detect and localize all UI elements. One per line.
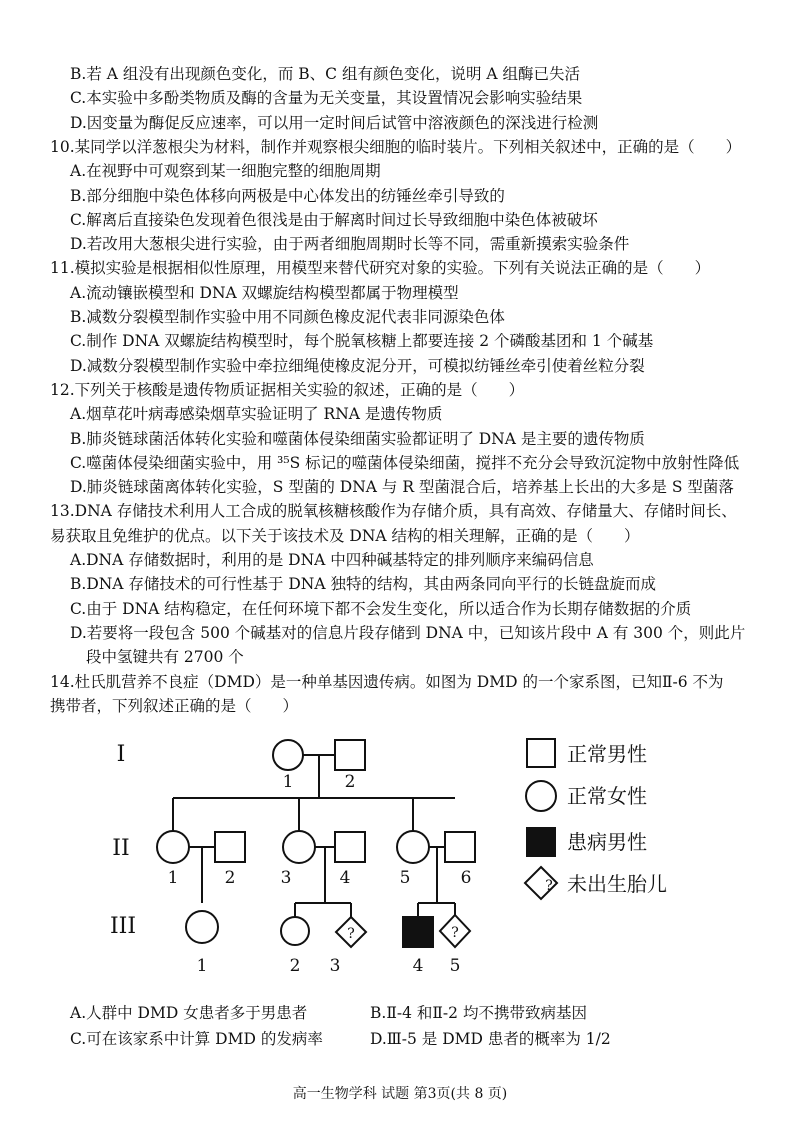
option-line: 段中氢键共有 2700 个 [86,648,244,667]
option-line: D.因变量为酶促反应速率，可以用一定时间后试管中溶液颜色的深浅进行检测 [70,113,599,132]
pedigree-III2-female [281,917,309,945]
pedigree-label: 2 [224,868,236,888]
question-stem-line: 10.某同学以洋葱根尖为材料，制作并观察根尖细胞的临时装片。下列相关叙述中，正确的是（ ） [50,137,742,156]
question-stem-line: 11.模拟实验是根据相似性原理，用模型来替代研究对象的实验。下列有关说法正确的是（ ） [50,259,711,278]
option-line: D.减数分裂模型制作实验中牵拉细绳使橡皮泥分开，可模拟纺锤丝牵引使着丝粒分裂 [70,356,645,375]
option-14-C: C.可在该家系中计算 DMD 的发病率 [70,1030,323,1048]
gen-label-I: I [116,742,126,767]
gen-label-III: III [109,914,137,939]
option-line: C.制作 DNA 双螺旋结构模型时，每个脱氧核糖上都要连接 2 个磷酸基团和 1 个碱基 [70,332,654,351]
legend-square-icon [527,739,555,767]
pedigree-label: 4 [339,868,351,888]
option-line: C.由于 DNA 结构稳定，在任何环境下都不会发生变化，所以适合作为长期存储数据的介质 [70,599,692,618]
pedigree-II3-female [283,831,315,863]
pedigree-label: 2 [289,956,301,976]
page-footer: 高一生物学科 试题 第3页(共 8 页) [292,1086,508,1102]
legend-circle-icon [526,781,556,811]
pedigree-II6-male [445,832,475,862]
pedigree-label: 3 [329,956,341,976]
pedigree-II4-male [335,832,365,862]
pedigree-III1-female [186,911,218,943]
question-stem-line: 12.下列关于核酸是遗传物质证据相关实验的叙述，正确的是（ ） [50,380,525,399]
option-line: A.烟草花叶病毒感染烟草实验证明了 RNA 是遗传物质 [70,405,443,424]
option-line: B.肺炎链球菌活体转化实验和噬菌体侵染细菌实验都证明了 DNA 是主要的遗传物质 [70,429,645,448]
pedigree-III5-mark: ? [451,925,459,941]
pedigree-III4-affected-male [403,917,433,947]
pedigree-II2-male [215,832,245,862]
question-stem-line: 14.杜氏肌营养不良症（DMD）是一种单基因遗传病。如图为 DMD 的一个家系图，已知Ⅱ-6 不为 [50,672,724,691]
gen-label-II: II [112,836,130,861]
option-14-A: A.人群中 DMD 女患者多于男患者 [70,1004,308,1022]
question-stem-line: 携带者，下列叙述正确的是（ ） [50,696,299,715]
pedigree-label: ? [545,878,553,894]
question-stem-line: 13.DNA 存储技术利用人工合成的脱氧核糖核酸作为存储介质，具有高效、存储量大、存储时间长、 [50,502,737,521]
pedigree-label: 2 [344,772,356,792]
pedigree-label: 1 [282,772,294,792]
pedigree-II1-female [157,831,189,863]
option-line: B.若 A 组没有出现颜色变化，而 B、C 组有颜色变化，说明 A 组酶已失活 [70,65,581,83]
option-line: D.肺炎链球菌离体转化实验，S 型菌的 DNA 与 R 型菌混合后，培养基上长出的大多是 S 型菌落 [70,478,734,497]
pedigree-label: 1 [167,868,179,888]
pedigree-label: 4 [412,956,424,976]
pedigree-label: 1 [196,956,208,976]
option-line: D.若要将一段包含 500 个碱基对的信息片段存储到 DNA 中，已知该片段中 A 有 300 个，则此片 [70,623,746,642]
pedigree-label: 6 [460,868,472,888]
pedigree-label: 5 [449,956,461,976]
option-14-B: B.Ⅱ-4 和Ⅱ-2 均不携带致病基因 [370,1004,587,1022]
option-line: A.DNA 存储数据时，利用的是 DNA 中四种碱基特定的排列顺序来编码信息 [70,551,594,569]
option-line: A.流动镶嵌模型和 DNA 双螺旋结构模型都属于物理模型 [70,283,459,302]
pedigree-label: 正常男性 [567,742,647,766]
legend-filled-square-icon [527,828,555,856]
option-line: B.DNA 存储技术的可行性基于 DNA 独特的结构，其由两条同向平行的长链盘旋而成 [70,575,656,594]
pedigree-I1-female [273,740,303,770]
pedigree-label: 正常女性 [567,784,647,808]
pedigree-label: 3 [280,868,292,888]
option-line: B.减数分裂模型制作实验中用不同颜色橡皮泥代表非同源染色体 [70,308,505,326]
option-line: C.噬菌体侵染细菌实验中，用 ³⁵S 标记的噬菌体侵染细菌，搅拌不充分会导致沉淀物中放射性降低 [70,453,740,472]
pedigree-I2-male [335,740,365,770]
pedigree-label: 5 [399,868,411,888]
option-line: B.部分细胞中染色体移向两极是中心体发出的纺锤丝牵引导致的 [70,186,505,205]
option-line: D.若改用大葱根尖进行实验，由于两者细胞周期时长等不同，需重新摸索实验条件 [70,235,630,254]
option-14-D: D.Ⅲ-5 是 DMD 患者的概率为 1/2 [370,1030,611,1048]
option-line: C.本实验中多酚类物质及酶的含量为无关变量，其设置情况会影响实验结果 [70,89,583,108]
pedigree-II5-female [397,831,429,863]
pedigree-label: 未出生胎儿 [567,872,667,896]
pedigree-label: 患病男性 [567,830,647,854]
pedigree-III3-mark: ? [347,926,355,942]
pedigree-chart [95,725,705,990]
pedigree-legend [525,739,557,899]
option-line: C.解离后直接染色发现着色很浅是由于解离时间过长导致细胞中染色体被破坏 [70,210,598,229]
option-line: A.在视野中可观察到某一细胞完整的细胞周期 [70,162,381,181]
question-stem-line: 易获取且免维护的优点。以下关于该技术及 DNA 结构的相关理解，正确的是（ ） [50,526,640,545]
